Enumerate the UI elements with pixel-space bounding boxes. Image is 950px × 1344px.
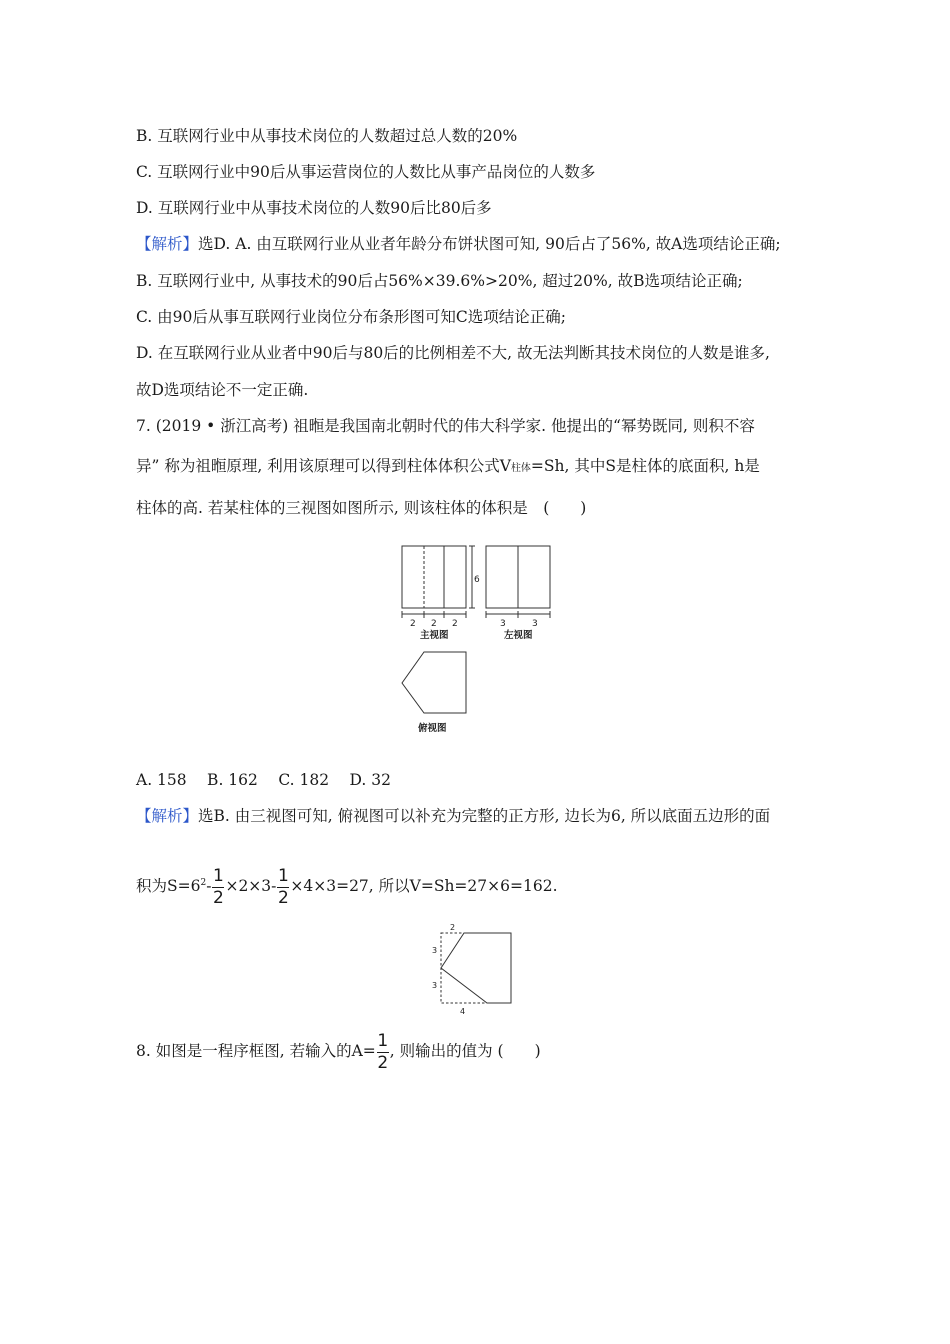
q7-stem-line-1: 7. (2019 • 浙江高考) 祖暅是我国南北朝时代的伟大科学家. 他提出的“幂势既同, 则积不容 xyxy=(136,417,755,435)
q6-option-c: C. 互联网行业中90后从事运营岗位的人数比从事产品岗位的人数多 xyxy=(136,163,596,181)
side-view-label: 左视图 xyxy=(504,630,533,641)
fraction-denominator: 2 xyxy=(277,887,289,908)
fraction-numerator: 1 xyxy=(377,1030,389,1051)
q8-stem-text-b: , 则输出的值为 ( ) xyxy=(389,1042,541,1060)
q6-option-b: B. 互联网行业中从事技术岗位的人数超过总人数的20% xyxy=(136,127,518,145)
q7-analysis-text-1: 选B. 由三视图可知, 俯视图可以补充为完整的正方形, 边长为6, 所以底面五边形的面 xyxy=(198,807,771,825)
q7-stem-line-2 xyxy=(136,456,760,479)
analysis-tag: 【解析】 xyxy=(136,235,199,253)
q6-analysis-line-3: C. 由90后从事互联网行业岗位分布条形图可知C选项结论正确; xyxy=(136,308,566,326)
q7-stem-text-2a: 异” 称为祖暅原理, 利用该原理可以得到柱体体积公式V xyxy=(136,457,511,475)
q7-area-superscript: 2 xyxy=(200,878,207,888)
height-dim-label: 6 xyxy=(474,575,480,585)
top-dim-label: 2 xyxy=(450,923,456,932)
q7-area-minus: - xyxy=(206,877,212,896)
q7-analysis-line-1 xyxy=(136,806,770,826)
top-view-label: 俯视图 xyxy=(418,723,447,734)
top-view-pentagon xyxy=(402,652,466,713)
fraction-one-half xyxy=(277,867,289,908)
bottom-dim-label: 4 xyxy=(460,1007,466,1016)
front-dim-3: 2 xyxy=(452,619,458,629)
fraction-one-half xyxy=(377,1032,389,1073)
front-dim-1: 2 xyxy=(410,619,416,629)
left-dim-lower: 3 xyxy=(432,981,438,990)
q7-choices: A. 158 B. 162 C. 182 D. 32 xyxy=(136,771,391,789)
q6-option-d: D. 互联网行业中从事技术岗位的人数90后比80后多 xyxy=(136,199,492,217)
completed-square-figure xyxy=(422,920,522,1020)
q6-analysis-line-1 xyxy=(136,234,781,254)
q7-area-text-c: ×4×3=27, 所以V=Sh=27×6=162. xyxy=(290,877,558,896)
q6-analysis-line-2: B. 互联网行业中, 从事技术的90后占56%×39.6%>20%, 超过20%, 故B选项结论正确; xyxy=(136,272,743,290)
fraction-one-half xyxy=(212,867,224,908)
front-view-rect xyxy=(402,546,466,608)
q6-analysis-line-4: D. 在互联网行业从业者中90后与80后的比例相差不大, 故无法判断其技术岗位的人数是谁多, xyxy=(136,344,770,362)
front-view-label: 主视图 xyxy=(420,630,449,641)
fraction-denominator: 2 xyxy=(213,887,224,908)
fraction-numerator: 1 xyxy=(277,865,289,886)
front-dim-2: 2 xyxy=(431,619,437,629)
q7-analysis-line-2 xyxy=(136,860,558,909)
q7-area-text-b: ×2×3- xyxy=(225,877,277,896)
side-dim-1: 3 xyxy=(500,619,506,629)
q8-stem xyxy=(136,1028,541,1074)
q7-stem-text-2b: =Sh, 其中S是柱体的底面积, h是 xyxy=(530,457,760,475)
fraction-denominator: 2 xyxy=(377,1052,389,1073)
fraction-numerator: 1 xyxy=(213,865,224,886)
base-pentagon xyxy=(441,933,511,1003)
three-view-figure xyxy=(390,538,560,738)
side-dim-2: 3 xyxy=(532,619,538,629)
q7-area-text-a: 积为S=6 xyxy=(136,877,201,896)
q7-stem-line-3: 柱体的高. 若某柱体的三视图如图所示, 则该柱体的体积是 ( ) xyxy=(136,499,587,517)
q7-stem-subscript: 柱体 xyxy=(510,463,531,474)
q6-analysis-line-5: 故D选项结论不一定正确. xyxy=(136,381,309,399)
analysis-tag: 【解析】 xyxy=(136,807,199,825)
left-dim-upper: 3 xyxy=(432,946,438,955)
q6-analysis-text-1: 选D. A. 由互联网行业从业者年龄分布饼状图可知, 90后占了56%, 故A选项结论正确; xyxy=(198,235,781,253)
q8-stem-text-a: 8. 如图是一程序框图, 若输入的A= xyxy=(136,1042,376,1060)
